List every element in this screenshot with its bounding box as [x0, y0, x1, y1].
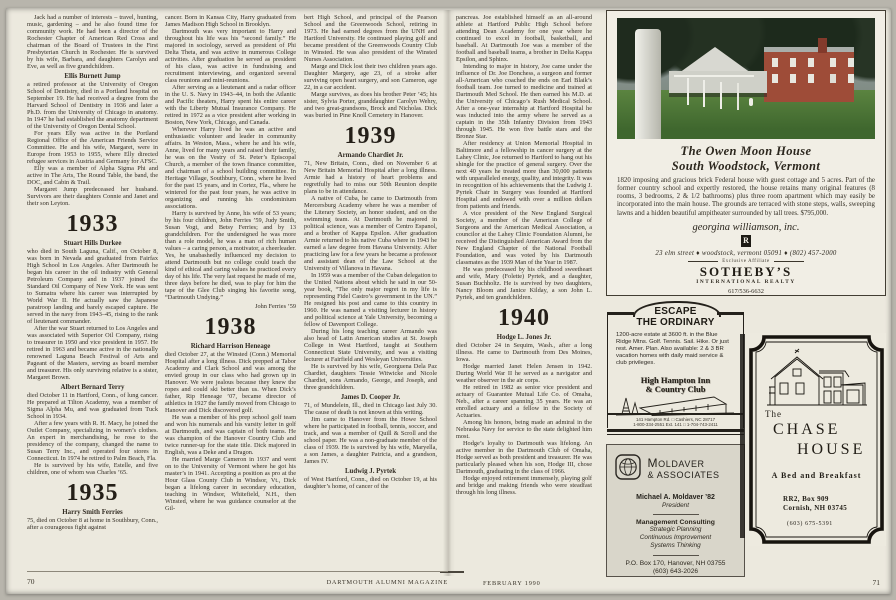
page-gutter-shadow: [443, 10, 455, 576]
chase-address-line2: Cornish, NH 03745: [783, 504, 848, 512]
high-hampton-inn-ad: [606, 300, 745, 438]
person-name: Michael A. Moldaver ’82: [636, 494, 715, 501]
obituary-paragraph: 75, died on October 8 at home in Southbury, Conn., after a courageous fight against: [27, 517, 158, 531]
obituary-paragraph: Harry is survived by Anne, his wife of 53 years; by his four children, John Ferries ’59, Judy Smith, Susan Vogt, and Betsy Ferries; and by 13 grandchildren. For the undersigned he was more than a role model, he was a man of rich human values – a caring person, a motivator, a cheerleader. Yes, he unabashedly influenced my decision to attend Dartmouth but no college could teach the kind of ethical and caring values he practiced every day of his life. The very last request he made of me, three days before he died, was to play for him the tape of the Glee Club singing his favorite song, “Dartmouth Undying.”: [165, 210, 296, 301]
chase-name-line1: CHASE: [773, 421, 841, 438]
obituary-paragraph: bert High School, and principal of the Pearson School and the Greenwoods School, retiring in 1973. He had earned degrees from the UNH and Hartford University. He continued playing golf and became president of the Greenwoods Country Club in Winsted. He was also president of the Winsted Nurses Association.: [304, 14, 437, 63]
photo-cottage-gable: [679, 47, 751, 73]
service-heading: Management Consulting: [636, 519, 715, 526]
service-item: Continuous Improvement: [639, 534, 712, 541]
person-title: President: [662, 502, 689, 509]
obituary-name-heading: Stuart Hills Durkee: [63, 240, 122, 247]
obituary-paragraph: cancer. Born in Kansas City, Harry graduated from James Madison High School in Brooklyn.: [165, 14, 296, 28]
chase-tagline: A Bed and Breakfast: [771, 471, 862, 480]
ad-body-text: 1820 imposing and gracious brick Federal house with guest cottage and 5 acres. Part of the former country school and expertly restored, the house retains many original features (8 rooms, 3 bedrooms, 2 & 1/2 bathrooms) plus three room apartment which may easily be incorporated into the main house. The grounds are terraced with stone steps, walls, sweeping lawns and a hidden beautiful ampitheater surrounded by tall trees. $795,000.: [617, 176, 875, 217]
obituary-column-3: [304, 14, 437, 574]
sothebys-subtitle: INTERNATIONAL REALTY: [696, 279, 796, 285]
signature: John Ferries ’59: [255, 303, 296, 310]
photo-windows: [772, 58, 778, 67]
divider-rule: [653, 555, 699, 556]
obituary-name-heading: Richard Harrison Heneage: [190, 343, 271, 350]
globe-logo-icon: [614, 453, 642, 486]
photo-chimney: [818, 38, 827, 52]
chase-address: [783, 495, 847, 513]
agency-address: 23 elm street ♦ woodstock, vermont 05091 ♦ (802) 457-2000: [655, 250, 837, 257]
obituary-column-2: [165, 14, 296, 574]
moldaver-header: [614, 453, 738, 486]
photo-porch-posts: [687, 78, 690, 105]
obituary-paragraph: died October 27, at the Winsted (Conn.) Memorial Hospital after a long illness. Dick prepped at Tabor Academy and Clark School and was among the envied group in our class who had grown up in Hanover. We were jealous because they knew the ropes and could ski better than us. When Dick’s father, Rip Heneage ’07, became director of athletics in 1927 the family moved from Chicago to Hanover and Dick discovered golf.: [165, 351, 296, 414]
obituary-name-heading: Hodge L. Jones Jr.: [496, 334, 552, 341]
obituary-paragraph: a retired professor at the University of Oregon School of Dentistry, died in a Portland hospital on September 19. He had received a degree from the Harvard School of Dentistry in 1936 and later a Ph.D. from the University of Chicago in anatomy. In 1947 he had established the anatomy department of the University of Oregon Dental School.: [27, 81, 158, 130]
photo-foreground-column: [635, 29, 661, 139]
class-year-heading: 1938: [204, 314, 257, 340]
obituary-paragraph: After residency at Union Memorial Hospital in Baltimore and a fellowship in cancer surgery at the Lahey Clinic, Joe returned to Hartford to hang out his shingle for the practice of general surgery. Over the next 40 years he treated more than 30,000 patients with unparalleled energy, quality, and integrity. It was in recognition of his achievements that the Ludwig J. Pyrtek Chair in Surgery was founded at Hartford Hospital and endowed with over a million dollars from patients and friends.: [456, 140, 592, 210]
company-address: P.O. Box 170, Hanover, NH 03755: [625, 560, 726, 567]
obituary-paragraph: After a few years with R. H. Macy, he joined the Outlet Company, specializing in women’s clothes. An expert in merchandising, he rose to the presidency of the company, changed the name to Susan Terry Inc., and operated four stores in Connecticut. In 1974 he retired to Palm Beach, Fla.: [27, 420, 158, 462]
obituary-name-heading: Harry Smith Ferries: [62, 509, 123, 516]
obituary-paragraph: 71, of Mundelein, Ill., died in Chicago last July 30. The cause of death is not known at this writing.: [304, 402, 437, 416]
obituary-paragraph: Jim came to Hanover from the Howe School where he participated in football, tennis, soccer, and track, and was a member of Quill & Scroll and the school paper. He was a non-graduate member of the class of 1939. He is survived by his wife, Maryella, a son James, a daughter Patricia, and a grandson, James IV.: [304, 416, 437, 465]
photo-statue: [749, 98, 753, 106]
inn-name-line1: High Hampton Inn: [640, 375, 711, 385]
chase-house-ad: [747, 333, 886, 546]
obituary-paragraph: Jack had a number of interests – travel, hunting, music, gardening – and he also found time for community work. He had been a director of the Rochester Chapter of American Red Cross and chairman of the Board of Trustees in the First Presbyterian Church in Rochester. He is survived by his wife, Barbara, and daughters Carolyn and Eve, as well as five grandchildren.: [27, 14, 158, 70]
realtor-logo-icon: R: [741, 235, 751, 247]
obituary-name-heading: Ludwig J. Pyrtek: [344, 468, 397, 475]
obituary-paragraph: Wherever Harry lived he was an active and enthusiastic volunteer and leader in community affairs. In Weston, Mass., where he and his wife, Anne, lived for many years and raised their family, he was on the Vestry of St. Peter’s Episcopal Church, a member of the town finance committee, and chairman of a school building committee. In Heritage Village, Southbury, Conn., where he lived for the past 15 years, and in Cortez, Fla., where he wintered for the past four years, he was active in organizing and running his condominium associations.: [165, 126, 296, 210]
chase-phone: (603) 675-5391: [787, 521, 833, 527]
obituary-paragraph: During his long teaching career Armando was also head of Latin American studies at St. Joseph College in West Hartford, taught at Southern Connecticut State University, and was a visiting lecturer at Fairfield and Wesleyan Universities.: [304, 328, 437, 363]
page-number-70: 70: [27, 577, 35, 586]
ad-bottom-rule-thick: [607, 429, 744, 432]
company-name-line1: MOLDAVER: [647, 456, 705, 470]
obituary-name-heading: Armando Chardiet Jr.: [337, 152, 404, 159]
obituary-paragraph: Margaret Jump predeceased her husband. Survivors are their daughters Connie and Janet and their son Leyton.: [27, 186, 158, 207]
obituary-paragraph: Dartmouth was very important to Harry and throughout his life was his “second family.” He majored in sociology, served as president of Phi Delta Theta, and was active in numerous College activities. After graduation he served as president of his class, was active in fundraising and recruitment interviewing, and organized several class reunions and mini-reunions.: [165, 28, 296, 84]
obituary-paragraph: 71, New Britain, Conn., died on November 6 at New Britain Memorial Hospital after a long illness. Armie had a history of heart problems and regretfully had to miss our 50th Reunion despite plans to be in attendance.: [304, 160, 437, 195]
chase-address-line1: RR2, Box 909: [783, 495, 829, 503]
class-year-heading: 1935: [66, 480, 119, 506]
ad-title-line1: The Owen Moon House: [680, 143, 812, 158]
ad-bottom-rule-thin: [607, 434, 744, 435]
real-estate-ad-owen-moon-house: [606, 10, 886, 296]
obituary-paragraph: For years Elly was active in the Portland Regional Office of the American Friends Service Committee. He and his wife, Margaret, were in Europe from 1953 to 1955, where Elly directed refugee services in Austria and Germany for AFSC.: [27, 130, 158, 165]
obituary-column-4: [456, 14, 592, 574]
issue-date-footer: FEBRUARY 1990: [483, 580, 541, 587]
obituary-paragraph: Among his honors, being made an admiral in the Nebraska Navy for service to the state delighted him most.: [456, 419, 592, 440]
inn-address-line2: 1-800-334-2551 Ext. 141 □ 1-704-743-2411: [633, 422, 718, 428]
company-name: [648, 458, 720, 481]
inn-name: [606, 376, 745, 393]
obituary-paragraph: died October 11 in Hartford, Conn., of lung cancer. He prepared at Tilton Academy, was a member of Sigma Alpha Mu, and was graduated from Tuck School in 1934.: [27, 392, 158, 420]
company-name-line2: & ASSOCIATES: [647, 470, 720, 480]
obituary-paragraph: He was predeceased by his childhood sweetheart and wife, Mary (Folette) Pyrtek, and a daughter, Susan Buchholtz. He is survived by two daughters, Nancy Bloom and Janice Kilday, a son John L. Pyrtek, and ten grandchildren.: [456, 266, 592, 301]
chase-the: The: [765, 409, 782, 419]
obituary-paragraph: died October 24 in Sequim, Wash., after a long illness. He came to Dartmouth from Des Moines, Iowa.: [456, 342, 592, 363]
ad-rule: [607, 413, 744, 415]
scan-shadow-artifact: [740, 334, 745, 538]
moldaver-associates-ad: [606, 444, 745, 577]
obituary-paragraph: He was a member of his prep school golf team and won his numerals and his varsity letter in golf at Dartmouth, and was captain of both teams. He was champion of the Hanover Country Club and twice runner-up for the state title. Dick majored in English, was a Deke and a Dragon.: [165, 414, 296, 456]
obituary-paragraph: Marge survives, as does his brother Peter ’45; his sister, Sylvia Porter, granddaughter Carolyn Wehry, and two great-grandsons, Brock and Nicholas. Dick was buried in Pine Knoll Cemetery in Hanover.: [304, 91, 437, 119]
obituary-paragraph: Hodge married Janet Helen Jensen in 1942. During World War II he served as a navigator and weather observer in the air corps.: [456, 363, 592, 384]
obituary-paragraph: He married Marge Cameron in 1937 and went on to the University of Vermont where he got his master’s in 1941. Accepting a position as pro at the Hour Glass County Club in Windsor, Vt., Dick began a lifelong career in secondary education, teaching in Windsor, Whitefield, N.H., then Winsted, where he was guidance counselor at the Gil-: [165, 456, 296, 512]
ad-body-text: 1200-acre estate at 3600 ft. in the Blue Ridge Mtns. Golf. Tennis. Sail. Hike. Or just rest. Amer. Plan. Also available: 2 & 3 BR vacation homes with daily maid service & club privileges.: [616, 332, 729, 366]
ad-headline-line2: THE ORDINARY: [636, 317, 715, 328]
obituary-paragraph: After serving as a lieutenant and a radar officer in the U. S. Navy in 1943–44, in both the Atlantic and Pacific theaters, Harry spent his entire career with the Liberty Mutual Insurance Company. He retired in 1972 as a vice president after working in Boston, New York, Chicago, and Canada.: [165, 84, 296, 126]
obituary-paragraph: A native of Cuba, he came to Dartmouth from Mercersburg Academy where he was a member of the Literary Society, an honor student, and on the swimming team. At Dartmouth he majored in political science, was a member of Centro Espanol, and a brother of Kappa Epsilon. After graduation Armie returned to his native Cuba where in 1943 he earned a law degree from Havana University. After practicing law for a few years he became a professor and assistant dean of the Law School at the University of Villanova in Havana.: [304, 195, 437, 272]
obituary-column-1: [27, 14, 158, 574]
agency-name: georgina williamson, inc.: [692, 222, 800, 233]
class-year-heading: 1940: [498, 305, 550, 331]
service-item: Strategic Planning: [649, 526, 702, 533]
obituary-paragraph: pancreas. Joe established himself as an all-around athlete at Hartford Public High School before attending Dean Academy for one year where he continued to excel in football, basketball, and baseball. At Dartmouth Joe was a member of the football and baseball teams, a brother in Delta Kappa Epsilon, and Sphinx.: [456, 14, 592, 63]
divider-rule: [653, 514, 699, 515]
page-number-71: 71: [872, 578, 880, 587]
house-illustration: [765, 347, 869, 414]
obituary-paragraph: A vice president of the New England Surgical Society, a member of the American College of Surgeons and the American Medical Association, a councilor at the Lahey Clinic Foundation Alumni, he received the Distinguished American Award from the New England Chapter of the National Football Foundation, and was voted by his Dartmouth classmates as the 1939 Man of the Year in 1987.: [456, 210, 592, 266]
obituary-paragraph: who died in South Laguna, Calif., on October 8, was born in Nevada and graduated from Fairfax High School in Los Angeles. After Dartmouth he began his career in the oil industry with General Petroleum Company and in 1937 joined the Standard Oil Company of New York. He was sent to Sumatra where his career was interrupted by World War II. He actually saw the Japanese paratroop landing and barely escaped capture. He served in the navy from 1943–45, rising to the rank of lieutenant commander.: [27, 248, 158, 325]
company-phone: (603) 643-2026: [652, 568, 699, 575]
inn-name-line2: & Country Club: [645, 383, 706, 394]
obituary-paragraph: Hodge enjoyed retirement immensely, playing golf and bridge and making friends who were steadfast through his long illness.: [456, 475, 592, 496]
obituary-paragraph: of West Hartford, Conn., died on October 19, at his daughter’s home, of cancer of the: [304, 476, 437, 490]
affiliate-text: Exclusive Affiliate: [722, 259, 770, 264]
obituary-paragraph: He is survived by his wife, Estelle, and five children, one of whom was Charles ’65.: [27, 462, 158, 476]
inn-address-line1: 141 Hampton Rd. □ Cashiers, NC 28717: [635, 417, 716, 422]
class-year-heading: 1933: [66, 211, 119, 237]
chase-content: [757, 343, 876, 536]
obituary-paragraph: Elly was a member of Alpha Sigma Phi and active in The Arts, The Round Table, the band, the DOC, and Cabin & Trail.: [27, 165, 158, 186]
obituary-paragraph: He is survived by his wife, Georguena Dela Paz Chardiet, daughters Tessie Witwicke and Nicole Chardiet, sons Armando, George, and Joseph, and three grandchildren.: [304, 363, 437, 391]
ad-title-line2: South Woodstock, Vermont: [671, 158, 821, 173]
class-year-heading: 1939: [344, 123, 397, 149]
agency-phone: 617/536-6632: [728, 288, 764, 295]
obituary-paragraph: Hodge’s loyalty to Dartmouth was lifelong. An active member in the Dartmouth Club of Omaha, Hodge served as both president and treasurer. He was particularly pleased when his son, Hodge III, chose Dartmouth, graduating in the class of 1966.: [456, 440, 592, 475]
magazine-title-footer: DARTMOUTH ALUMNI MAGAZINE: [326, 579, 448, 586]
photo-pergola-beam: [674, 75, 754, 78]
ad-headline-line1: ESCAPE: [654, 306, 697, 317]
obituary-name-heading: Ellis Burnett Jump: [64, 73, 121, 80]
obituary-paragraph: Intending to major in history, Joe came under the influence of Dr. Joe Donchess, a surgeon and former all-American who coached the ends on Earl Blaik’s football team. Joe turned to medicine and trained at Dartmouth Med School. He then earned his M.D. at the University of Chicago’s Rush Medical School. After a one-year internship at Hartford Hospital he was inducted into the army where he served as a captain in the 35th Infantry Division from 1943 through 1945. He won five battle stars and the Bronze Star.: [456, 63, 592, 140]
inn-address: [606, 417, 745, 427]
house-photo: [617, 18, 875, 139]
obituary-name-heading: James D. Cooper Jr.: [340, 394, 401, 401]
obituary-paragraph: After the war Stuart returned to Los Angeles and was associated with Superior Oil Company, rising to treasurer in 1950 and vice president in 1957. He retired in 1963 and became active in the nationally renowned Laguna Beach Festival of Arts and Pageant of the Masters, serving as board member and treasurer. His only surviving relative is a sister, Margaret Brown.: [27, 325, 158, 381]
footer-rule: [27, 571, 448, 572]
obituary-name-heading: Albert Bernard Terry: [60, 384, 125, 391]
obituary-paragraph: He retired in 1982 as senior vice president and actuary of Guarantee Mutual Life Co. of Omaha, Neb., after a career spanning 35 years. He was an enrolled actuary and a fellow in the Society of Actuaries.: [456, 384, 592, 419]
obituary-paragraph: Marge and Dick lost their two children years ago. Daughter Margery, age 23, of a stroke after surviving open heart surgery, and son Cameron, age 22, in a car accident.: [304, 63, 437, 91]
service-item: Systems Thinking: [650, 542, 701, 549]
chase-name-line2: HOUSE: [797, 441, 866, 458]
obituary-paragraph: In 1959 was a member of the Cuban delegation to the United Nations about which he said in our 50-year book, “The only major regret in my life is representing Fidel Castro’s government in the UN.” He resigned his post and came to this country in 1960. He was named a visiting lecturer in history and political science at Yale University, becoming a fellow of Davenport College.: [304, 272, 437, 328]
sothebys-wordmark: SOTHEBY’S: [699, 264, 793, 279]
